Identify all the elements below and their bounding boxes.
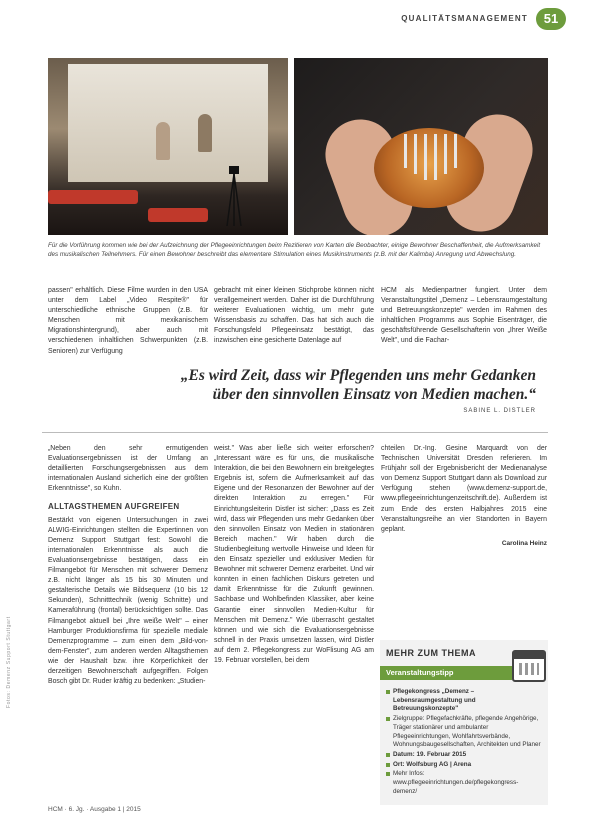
pull-quote-line-1: „Es wird Zeit, dass wir Pflegenden uns mehr Gedanken	[180, 367, 536, 384]
box-title: MEHR ZUM THEMA	[386, 648, 476, 658]
event-details-list	[386, 688, 542, 797]
list-item: Zielgruppe: Pflegefachkräfte, pflegende Angehörige, Träger stationärer und ambulanter Pflegeeinrichtungen, Wohlfahrtsverbände, Wohnungsbaugesellschaften, Architekten und Planer	[386, 715, 542, 750]
screen-figure	[156, 122, 170, 160]
column-1-bottom	[48, 444, 208, 687]
section-title: QUALITÄTSMANAGEMENT	[401, 14, 528, 23]
subheading: ALLTAGSTHEMEN AUFGREIFEN	[48, 502, 180, 512]
column-3-bottom	[381, 444, 547, 549]
paragraph: „Neben den sehr ermutigenden Evaluationsergebnissen ist der Umfang an detaillierten Forschungsergebnissen aus dem internationalen Ausland sicherlich eine der größten Erkenntnisse", so Kuhn.	[48, 445, 208, 493]
column-2-bottom: weist." Was aber ließe sich weiter erforschen? „Interessant wäre es für uns, die musikalische Interaktion, die bei den Bewohnern ein breitgelegtes Ergebnis ist, sofern die Aufmerksamkeit auf das Eigene und der Resonanzen der Bewohner auf der direkten Interaktion zu erregen." Für Einrichtungsleiterin Distler ist sicher: „Dass es Zeit wird, dass wir Pflegenden uns mehr Gedanken über den sinnvollen Einsatz von Medien in stationären Bereich machen." Wir haben durch die Studienbegleitung wertvolle Hinweise und Ideen für den Einsatz spezieller und exklusiver Medien für Bewohner mit schwerer Demenz erarbeitet. Und wir konnten in einen fachlichen Diskurs getreten und damit Erkenntnisse für die Zukunft gewinnen. Sachbase und Wohlbefinden Klassiker, aber keine Garantie einer sinnvollen Medien-Kultur für Menschen mit Demenz." Wie überrascht gestaltet können und wie sich die Evaluationsergebnisse schnell in der Praxis umsetzen lassen, wird Distler auf dem 2. Pflegekongress zur WoFlisung AG am 19. Februar vorstellen, bei dem	[214, 445, 374, 664]
page-footer: HCM · 6. Jg. · Ausgabe 1 | 2015	[48, 806, 141, 813]
kalimba-tine	[444, 134, 447, 174]
kalimba-tine	[424, 134, 427, 180]
author-signature: Carolina Heinz	[501, 539, 547, 547]
list-item: Pflegekongress „Demenz – Lebensraumgestaltung und Betreuungskonzepte"	[386, 688, 542, 714]
red-seat	[148, 208, 208, 222]
photo-screening	[48, 58, 288, 235]
photo-credit: Fotos: Demenz Support Stuttgart	[6, 616, 12, 708]
camera-tripod-icon	[226, 166, 242, 226]
screen-figure	[198, 114, 212, 152]
photo-kalimba	[294, 58, 548, 235]
list-item: Mehr Infos: www.pflegeeinrichtungen.de/pflegekongress-demenz/	[386, 770, 542, 796]
column-2-top: gebracht mit einer kleinen Stichprobe können nicht verallgemeinert werden. Daher ist die Durchführung weiterer Evaluationen wichtig, um mehr gute Wissensbasis zu schaffen. Das hat sich auch die Forschungsfeld Pflegeeinsatz bestätigt, das inzwischen eine gesicherte Datenlage auf	[214, 287, 374, 345]
kalimba-instrument	[374, 128, 484, 208]
paragraph: Bestärkt von eigenen Untersuchungen in zwei ALWIG-Einrichtungen stellten die Expertinnen von Demenz Support Stuttgart fest: Sowohl die internationalen Erkenntnisse als auch die Evaluationsergebnisse bestätigen, dass ein Filmangebot für Menschen mit schwerer Demenz z.B. nicht länger als 15 bis 30 Minuten und gestalterische Details wie Bildsequenz (10 bis 12 Sekunden), Schnitttechnik (wenig Schnitte) und Kameraführung (frontal) berücksichtigen sollte. Das Filmangebot aktuell bei „Ihre weiße Welt" – einer Hamburger Produktionsfirma für spezielle mediale Demenzprogramme – zum einen dem „Bild-von-dem-Fenster", zum anderen werden Alltagsthemen wie der Haushalt bzw. ihre Körperlichkeit der derzeitigen Bewohnerschaft aufgegriffen. Folgen Bosch gibt Dr. Ruder kräftig zu bedenken: „Studien-	[48, 516, 208, 686]
projection-screen	[68, 64, 268, 182]
divider	[42, 432, 548, 433]
side-credit	[4, 560, 14, 730]
column-3-top: HCM als Medienpartner fungiert. Unter dem Veranstaltungstitel „Demenz – Lebensraumgestaltung und Betreuungskonzepte" werden im Rahmen des inhaltlichen Programms aus Sophie Eisenträger, die geschäftsführende Gesellschafterin von „Ihrer Weiße Welt", und die Fachar-	[381, 287, 547, 345]
quote-author: SABINE L. DISTLER	[463, 408, 536, 414]
kalimba-tine	[434, 134, 437, 180]
box-subtitle: Veranstaltungstipp	[380, 666, 512, 680]
photo-caption: Für die Vorführung kommen wie bei der Aufzeichnung der Pflegeeinrichtungen beim Rezitieren von Karten die Beobachter, einige Bewohner Beschaffenheit, die Aufmerksamkeit des musikalischen Teilnehmers. Für einen Bewohner beschreibt das elementare Stimulation eines Musikinstruments (z.B. mit der Kalimba) Anregung und Abwechslung.	[48, 242, 541, 259]
kalimba-tine	[414, 134, 417, 174]
kalimba-tine	[454, 134, 457, 168]
column-1-top: passen" erhältlich. Diese Filme wurden in den USA unter dem Label „Video Respite®" für unterschiedliche ethnische Gruppen (z.B. für Menschen mit mexikanischem Migrationshintergrund), aber auch mit verschiedenen inhaltlichen Schwerpunkten (z.B. Senioren) zur Verfügung	[48, 287, 208, 355]
kalimba-tine	[404, 134, 407, 168]
page-number: 51	[536, 8, 566, 30]
event-info-box	[380, 640, 548, 805]
list-item: Ort: Wolfsburg AG | Arena	[386, 761, 542, 770]
list-item: Datum: 19. Februar 2015	[386, 751, 542, 760]
calendar-icon	[512, 650, 546, 682]
pull-quote-line-2: über den sinnvollen Einsatz von Medien machen.“	[212, 386, 536, 403]
pull-quote	[160, 366, 536, 404]
paragraph: chteilen Dr.-Ing. Gesine Marquardt von der Technischen Universität Dresden referieren. Im Frühjahr soll der Ergebnisbericht der Medienanalyse von Demenz Support Stuttgart dann als Download zur Verfügung stehen (www.demenz-support.de, www.pflegeeinrichtungenzeitschrift.de). Außerdem ist zum Ende des ersten Halbjahres 2015 eine Veranstaltungsreihe an vier Standorten in Bayern geplant.	[381, 445, 547, 533]
red-seat	[48, 190, 138, 204]
